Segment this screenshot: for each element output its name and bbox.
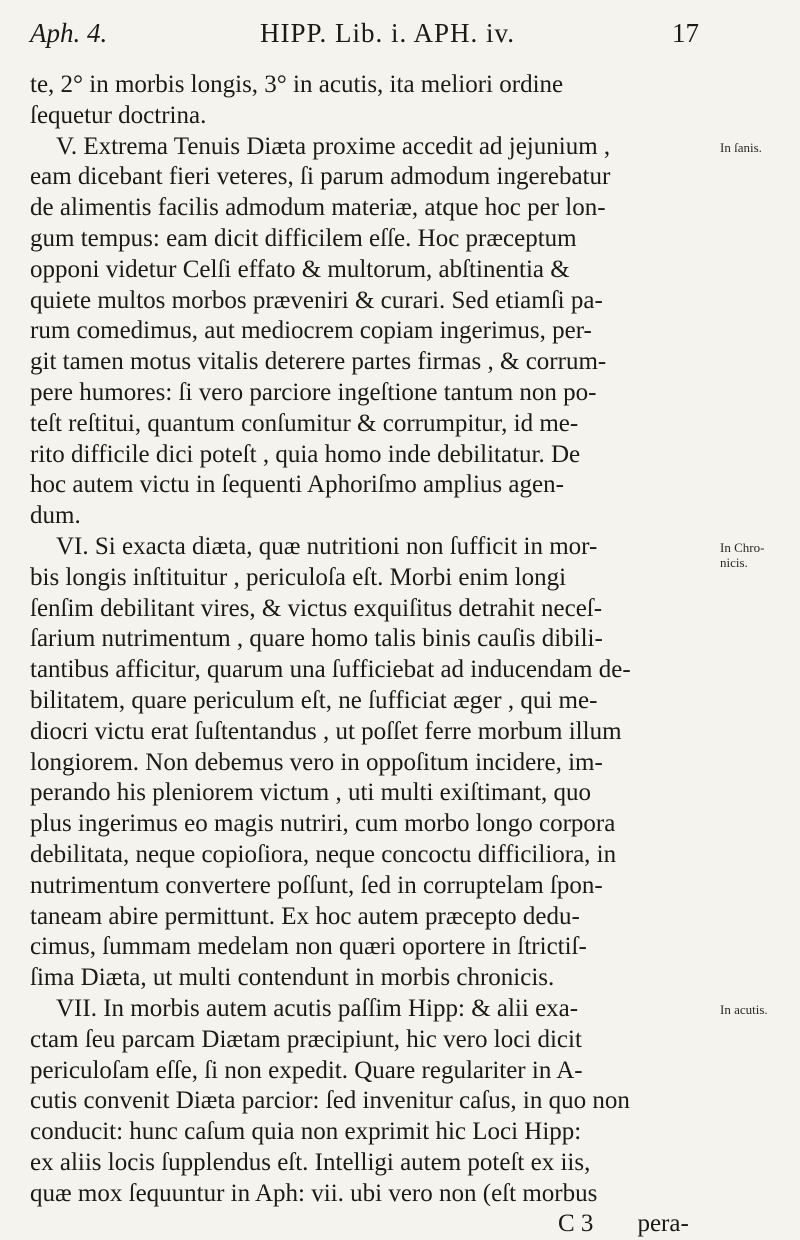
text-line: opponi videtur Celſi effato & multorum, abſtinentia & — [30, 255, 570, 283]
signature-mark: C 3 — [558, 1210, 594, 1238]
margin-note: In ſanis. — [720, 139, 762, 155]
text-line: git tamen motus vitalis deterere partes firmas , & corrum- — [30, 348, 607, 376]
text-line: teſt reſtitui, quantum conſumitur & corrumpitur, id me- — [30, 409, 579, 437]
text-line: de alimentis facilis admodum materiæ, atque hoc per lon- — [30, 194, 606, 222]
text-line: gum tempus: eam dicit difficilem eſſe. Hoc præceptum — [30, 224, 577, 252]
text-line: bilitatem, quare periculum eſt, ne ſufficiat æger , qui me- — [30, 686, 598, 714]
text-line: ſenſim debilitant vires, & victus exquiſitus detrahit neceſ- — [30, 594, 603, 622]
text-line: quæ mox ſequuntur in Aph: vii. ubi vero non (eſt morbus — [30, 1179, 598, 1207]
signature-line — [30, 1209, 698, 1240]
text-line: debilitata, neque copioſiora, neque concoctu difficiliora, in — [30, 840, 617, 868]
text-line: longiorem. Non debemus vero in oppoſitum incidere, im- — [30, 748, 603, 776]
text-line: taneam abire permittunt. Ex hoc autem præcepto dedu- — [30, 902, 580, 930]
text-line: bis longis inſtituitur , periculoſa eſt. Morbi enim longi — [30, 563, 567, 591]
text-line: diocri victu erat ſuſtentandus , ut poſſet ferre morbum illum — [30, 717, 622, 745]
margin-note: In acutis. — [720, 1002, 768, 1017]
text-line: plus ingerimus eo magis nutriri, cum morbo longo corpora — [30, 810, 616, 838]
text-line: nutrimentum convertere poſſunt, ſed in corruptelam ſpon- — [30, 871, 603, 899]
text-line: hoc autem victu in ſequenti Aphoriſmo amplius agen- — [30, 471, 564, 499]
text-line: rito difficile dici poteſt , quia homo inde debilitatur. De — [30, 440, 581, 468]
body-text — [30, 70, 698, 1240]
page-number: 17 — [672, 18, 699, 48]
text-line: quiete multos morbos præveniri & curari. Sed etiamſi pa- — [30, 286, 603, 314]
text-line: ctam ſeu parcam Diætam præcipiunt, hic vero loci dicit — [30, 1025, 582, 1053]
header-title: HIPP. Lib. i. APH. iv. — [260, 18, 516, 48]
running-header — [30, 18, 699, 54]
text-line: perando his pleniorem victum , uti multi exiſtimant, quo — [30, 779, 592, 807]
text-line: te, 2° in morbis longis, 3° in acutis, ita meliori ordine — [30, 71, 564, 98]
text-line: tantibus afficitur, quarum una ſufficiebat ad inducendam de- — [30, 656, 631, 684]
text-line: dum. — [30, 502, 81, 530]
text-line: VII. In morbis autem acutis paſſim Hipp: & alii exa- — [56, 994, 579, 1022]
text-line: ſima Diæta, ut multi contendunt in morbis chronicis. — [30, 964, 555, 992]
text-line: rum comedimus, aut mediocrem copiam ingerimus, per- — [30, 317, 592, 345]
text-line: cutis convenit Diæta parcior: ſed invenitur caſus, in quo non — [30, 1087, 630, 1115]
text-line: ex aliis locis ſupplendus eſt. Intelligi autem poteſt ex iis, — [30, 1148, 591, 1176]
margin-note: In Chro- nicis. — [720, 540, 765, 570]
text-line: cimus, ſummam medelam non quæri oportere in ſtrictiſ- — [30, 933, 587, 961]
catchword: pera- — [637, 1210, 689, 1238]
text-line: ſequetur doctrina. — [30, 101, 207, 129]
text-line: pere humores: ſi vero parciore ingeſtione tantum non po- — [30, 378, 597, 406]
text-line: periculoſam eſſe, ſi non expedit. Quare regulariter in A- — [30, 1056, 583, 1084]
text-line: conducit: hunc caſum quia non exprimit hic Loci Hipp: — [30, 1118, 582, 1146]
text-line: eam dicebant fieri veteres, ſi parum admodum ingerebatur — [30, 163, 611, 191]
header-aphorism-ref: Aph. 4. — [30, 18, 108, 48]
text-line: VI. Si exacta diæta, quæ nutritioni non ſufficit in mor- — [56, 532, 598, 560]
text-line: ſarium nutrimentum , quare homo talis binis cauſis dibili- — [30, 625, 603, 653]
text-line: V. Extrema Tenuis Diæta proxime accedit ad jejunium , — [56, 132, 611, 160]
